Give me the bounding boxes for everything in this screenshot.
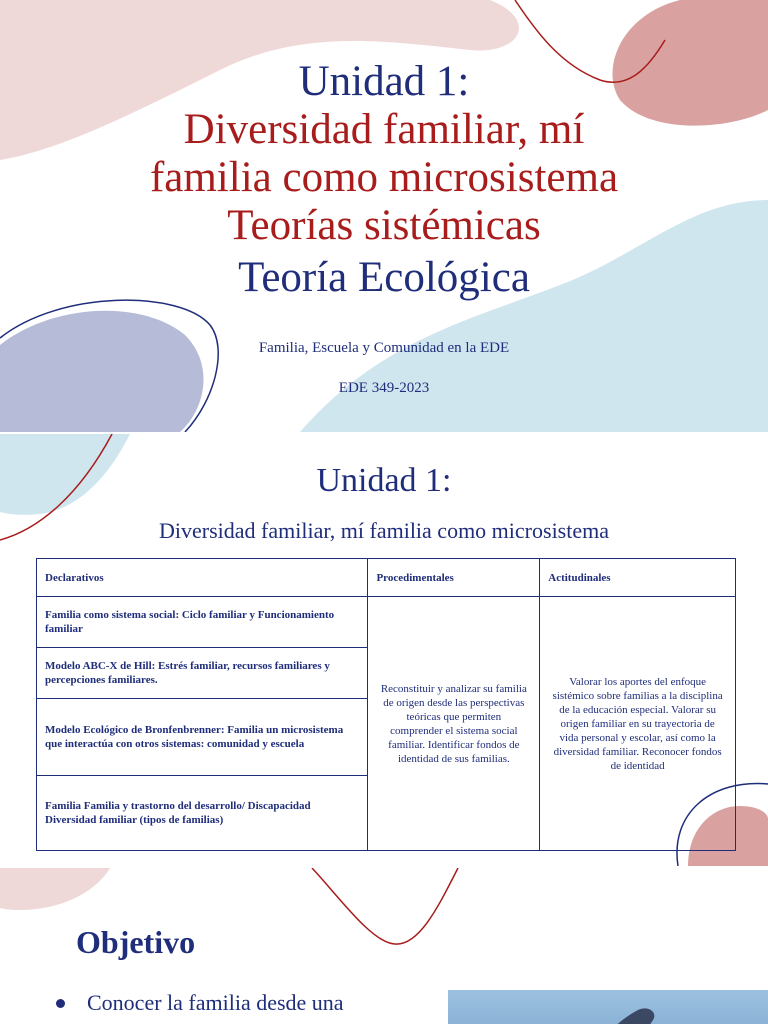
competencies-table bbox=[36, 558, 736, 851]
title-line-4: Teoría Ecológica bbox=[238, 254, 530, 301]
objective-slide bbox=[0, 868, 768, 1024]
title-line-3: Teorías sistémicas bbox=[227, 202, 541, 249]
lavender-blob-bottom-left bbox=[0, 311, 204, 432]
course-name: Familia, Escuela y Comunidad en la EDE bbox=[258, 340, 510, 356]
declarativo-cell: Familia como sistema social: Ciclo familiar y Funcionamiento familiar bbox=[37, 597, 368, 648]
objective-bullet bbox=[56, 990, 344, 1016]
bullet-icon bbox=[56, 999, 65, 1008]
declarativo-cell: Familia Familia y trastorno del desarrollo/ Discapacidad Diversidad familiar (tipos de familias) bbox=[37, 776, 368, 851]
unit-subtitle: Diversidad familiar, mí familia como microsistema bbox=[159, 518, 609, 543]
declarativo-cell: Modelo ABC-X de Hill: Estrés familiar, recursos familiares y percepciones familiares. bbox=[37, 648, 368, 699]
procedimentales-cell: Reconstituir y analizar su familia de origen desde las perspectivas teóricas que permiten comprender el sistema social familiar. Identificar fondos de identidad de sus familias. bbox=[368, 597, 540, 851]
unit-heading: Unidad 1: bbox=[298, 58, 470, 105]
actitudinales-cell: Valorar los aportes del enfoque sistémico sobre familias a la disciplina de la educación especial. Valorar su origen familiar en su trayectoria de vida personal y escolar, así como la diversidad familiar. Reconocer fondos de identidad bbox=[540, 597, 736, 851]
title-line-2: familia como microsistema bbox=[149, 154, 619, 201]
objective-title: Objetivo bbox=[76, 924, 196, 960]
title-slide bbox=[0, 0, 768, 432]
column-header-actitudinales: Actitudinales bbox=[540, 559, 736, 597]
bullet-text: Conocer la familia desde una bbox=[87, 990, 344, 1015]
table-row bbox=[37, 597, 736, 648]
unit-title: Unidad 1: bbox=[316, 462, 452, 499]
content-table-slide bbox=[0, 434, 768, 866]
declarativo-cell: Modelo Ecológico de Bronfenbrenner: Familia un microsistema que interactúa con otros sistemas: comunidad y escuela bbox=[37, 699, 368, 776]
red-curve-line bbox=[312, 868, 458, 944]
table-header-row bbox=[37, 559, 736, 597]
hands-silhouette bbox=[448, 990, 768, 1024]
course-code: EDE 349-2023 bbox=[338, 380, 430, 396]
hands-photo bbox=[448, 990, 768, 1024]
column-header-declarativos: Declarativos bbox=[37, 559, 368, 597]
column-header-procedimentales: Procedimentales bbox=[368, 559, 540, 597]
title-line-1: Diversidad familiar, mí bbox=[183, 106, 585, 153]
pink-blob-top-left bbox=[0, 868, 110, 910]
